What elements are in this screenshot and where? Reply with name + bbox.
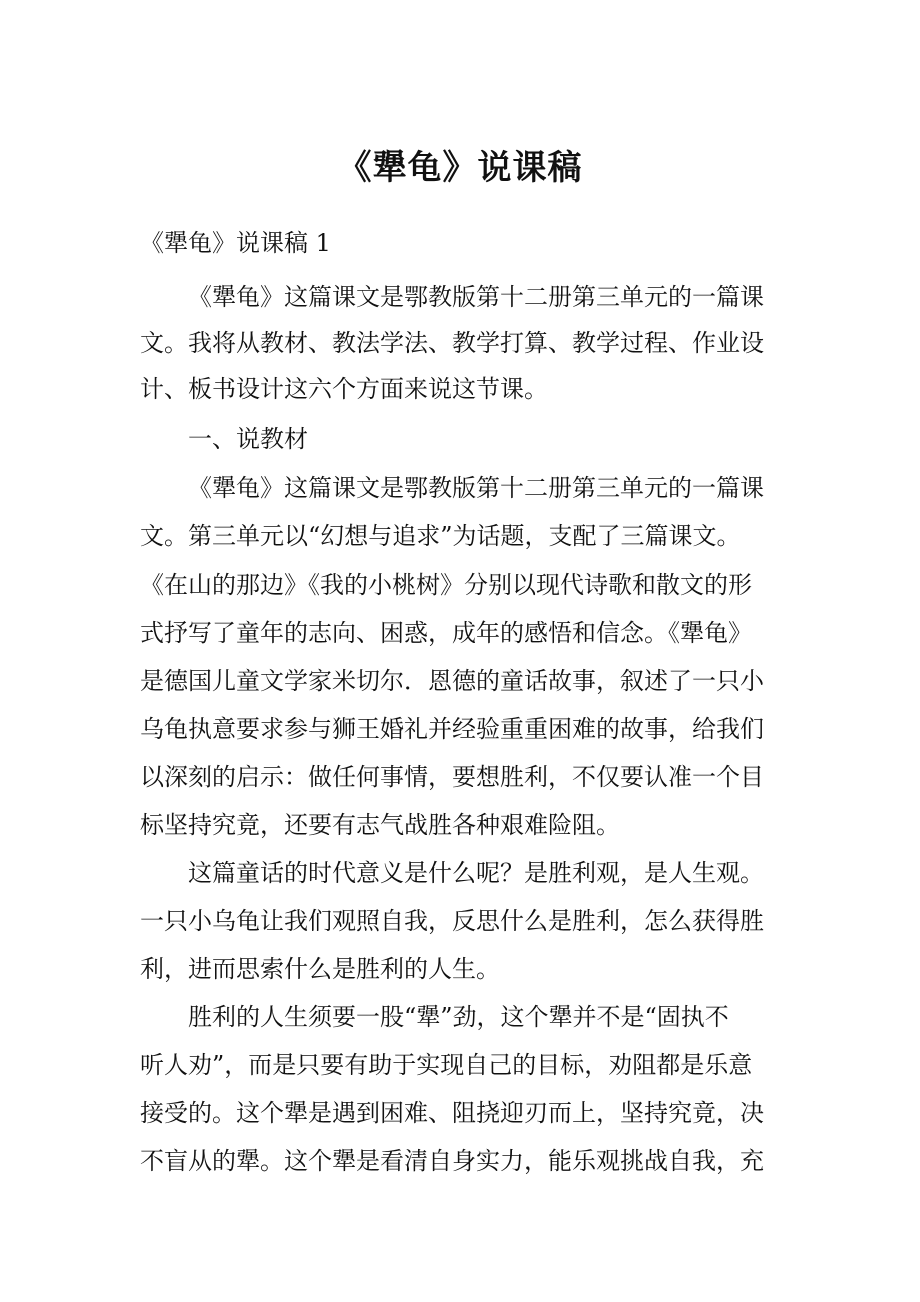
paragraph-line: 这篇童话的时代意义是什么呢？是胜利观，是人生观。 (188, 859, 764, 887)
paragraph-line: 一只小乌龟让我们观照自我，反思什么是胜利，怎么获得胜 (140, 907, 764, 935)
paragraph-line: 文。第三单元以“幻想与追求”为话题，支配了三篇课文。 (140, 522, 741, 550)
paragraph-line: 是德国儿童文学家米切尔．恩德的童话故事，叙述了一只小 (140, 667, 764, 695)
paragraph-line: 不盲从的犟。这个犟是看清自身实力，能乐观挑战自我，充 (140, 1147, 764, 1175)
paragraph-line: 计、板书设计这六个方面来说这节课。 (140, 375, 548, 403)
paragraph-line: 《犟龟》这篇课文是鄂教版第十二册第三单元的一篇课 (188, 283, 764, 311)
paragraph-line: 胜利的人生须要一股“犟”劲，这个犟并不是“固执不 (188, 1003, 729, 1031)
paragraph-line: 文。我将从教材、教法学法、教学打算、教学过程、作业设 (140, 329, 764, 357)
document-title: 《犟龟》说课稿 (337, 148, 583, 188)
paragraph-line: 式抒写了童年的志向、困惑，成年的感悟和信念。《犟龟》 (140, 619, 752, 647)
section-heading: 《犟龟》说课稿 1 (140, 229, 331, 257)
paragraph-line: 利，进而思索什么是胜利的人生。 (140, 955, 500, 983)
paragraph-line: 接受的。这个犟是遇到困难、阻挠迎刃而上，坚持究竟，决 (140, 1099, 764, 1127)
subsection-heading: 一、说教材 (188, 425, 308, 453)
paragraph-line: 听人劝”，而是只要有助于实现自己的目标，劝阻都是乐意 (140, 1051, 753, 1079)
paragraph-line: 乌龟执意要求参与狮王婚礼并经验重重困难的故事，给我们 (140, 715, 764, 743)
paragraph-line: 《在山的那边》《我的小桃树》分别以现代诗歌和散文的形 (140, 571, 752, 599)
paragraph-line: 《犟龟》这篇课文是鄂教版第十二册第三单元的一篇课 (188, 474, 764, 502)
paragraph-line: 标坚持究竟，还要有志气战胜各种艰难险阻。 (140, 811, 620, 839)
paragraph-line: 以深刻的启示：做任何事情，要想胜利，不仅要认准一个目 (140, 763, 764, 791)
